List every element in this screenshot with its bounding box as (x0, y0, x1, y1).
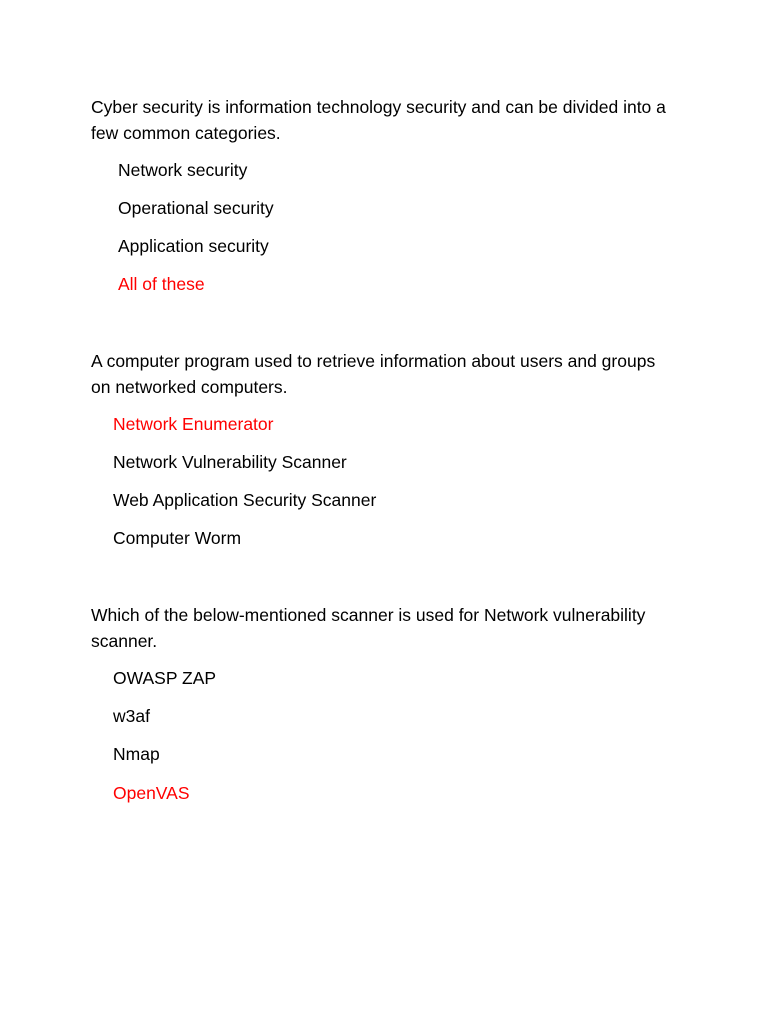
option-item: Computer Worm (113, 528, 242, 548)
option-item: w3af (113, 706, 150, 726)
correct-option-item: OpenVAS (113, 783, 190, 803)
correct-option-item: Network Enumerator (113, 414, 274, 434)
question-text: Cyber security is information technology security and can be divided into a few common categories. (91, 97, 666, 143)
option-item: Web Application Security Scanner (113, 490, 377, 510)
option-item: Operational security (118, 198, 274, 218)
option-item: Application security (118, 236, 269, 256)
option-item: OWASP ZAP (113, 668, 217, 688)
option-item: Network security (118, 160, 248, 180)
option-item: Nmap (113, 744, 160, 764)
correct-option-item: All of these (118, 274, 205, 294)
question-text: A computer program used to retrieve information about users and groups on networked computers. (91, 351, 656, 397)
question-text: Which of the below-mentioned scanner is used for Network vulnerability scanner. (91, 605, 646, 651)
option-item: Network Vulnerability Scanner (113, 452, 347, 472)
